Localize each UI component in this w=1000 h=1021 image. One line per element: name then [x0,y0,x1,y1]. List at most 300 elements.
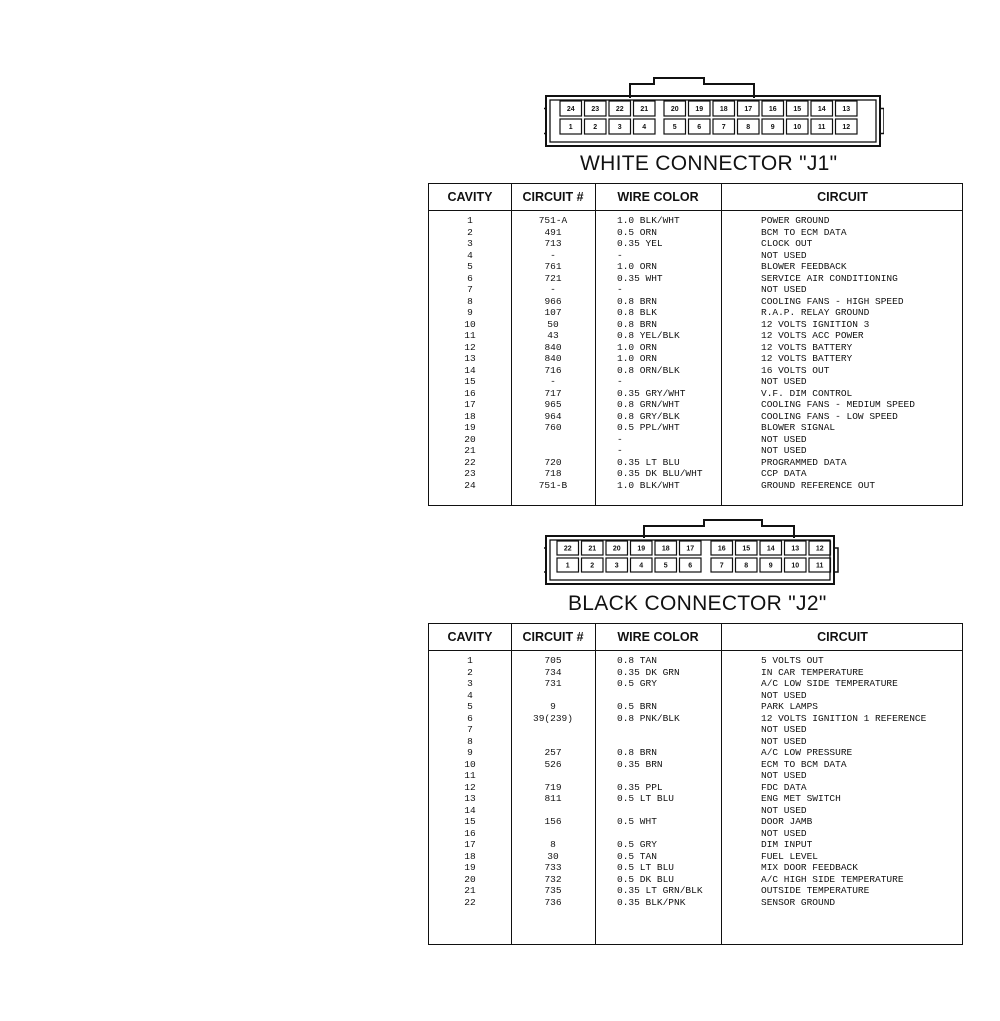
j1-cavity-15 [787,101,809,116]
j2-wire-color-cell: 0.35 LT GRN/BLK [617,885,703,896]
j2-connector-diagram [544,518,844,588]
j2-cavity-cell: 17 [464,839,476,850]
svg-text:13: 13 [791,545,800,553]
j1-cavity-10 [787,119,809,134]
j1-cavity-22 [609,101,631,116]
svg-text:7: 7 [719,562,724,570]
j2-circuit-number-cell: 811 [544,793,562,804]
j1-wire-color-cell: 0.35 YEL [617,238,663,249]
svg-text:5: 5 [672,124,677,131]
svg-text:7: 7 [721,124,726,131]
j2-circuit-cell: PARK LAMPS [761,701,819,712]
svg-text:14: 14 [766,545,775,553]
j1-circuit-cell: NOT USED [761,445,807,456]
j1-cavity-cell: 6 [467,272,473,284]
j1-cavity-cell: 3 [467,238,473,249]
j1-circuit-number-cell: 713 [544,238,562,249]
j1-wire-color-cell: 1.0 BLK/WHT [617,479,680,491]
j2-circuit-cell: FUEL LEVEL [761,850,819,862]
svg-text:10: 10 [793,124,802,131]
j2-circuit-number-cell: 719 [544,781,562,793]
j2-circuit-number-cell: 733 [544,862,562,873]
j2-circuit-cell: IN CAR TEMPERATURE [761,666,864,678]
j2-circuit-cell: A/C LOW SIDE TEMPERATURE [761,678,898,689]
j1-cavity-8 [738,119,760,134]
j1-cavity-2 [585,119,607,134]
j2-circuit-cell: DOOR JAMB [761,816,813,827]
j2-table-row [429,690,962,702]
svg-text:11: 11 [816,562,824,570]
j2-circuit-number-cell: 736 [544,896,562,908]
j1-circuit-number-cell: 491 [544,226,562,238]
svg-text:12: 12 [842,124,851,131]
j1-cavity-3 [609,119,631,134]
j2-circuit-cell: MIX DOOR FEEDBACK [761,862,858,873]
j2-circuit-cell: FDC DATA [761,781,807,793]
j2-cavity-14 [760,541,782,555]
j1-circuit-cell: GROUND REFERENCE OUT [761,479,876,491]
j2-cavity-cell: 3 [467,678,473,689]
j1-circuit-cell: NOT USED [761,433,807,445]
j2-cavity-22 [557,541,579,555]
j2-table-row [429,816,962,828]
j1-circuit-cell: SERVICE AIR CONDITIONING [761,272,898,284]
j2-circuit-cell: 12 VOLTS IGNITION 1 REFERENCE [761,712,927,724]
j2-circuit-number-cell: 8 [550,839,556,850]
j2-table-row [429,839,962,851]
j1-cavity-cell: 7 [467,284,473,295]
svg-text:18: 18 [719,106,728,113]
svg-text:11: 11 [818,124,826,131]
svg-text:2: 2 [593,124,598,131]
j1-circuit-cell: POWER GROUND [761,215,830,226]
j2-wire-color-cell: 0.35 BRN [617,758,663,770]
j2-circuit-cell: DIM INPUT [761,839,813,850]
j2-circuit-cell: NOT USED [761,724,807,735]
svg-text:9: 9 [768,562,773,570]
j1-circuit-number-cell: 966 [544,295,562,307]
j1-circuit-cell: NOT USED [761,376,807,387]
j1-circuit-cell: V.F. DIM CONTROL [761,387,853,399]
j2-cavity-cell: 14 [464,804,476,816]
j2-cavity-cell: 18 [464,850,476,862]
j1-title: WHITE CONNECTOR "J1" [580,152,838,175]
j1-table-row [429,399,962,411]
j1-cavity-cell: 16 [464,387,476,399]
j1-circuit-number-cell: 761 [544,261,562,272]
svg-text:17: 17 [686,545,695,553]
j1-pinout-table [428,183,963,506]
j1-circuit-cell: CCP DATA [761,468,807,479]
j1-cavity-20 [664,101,686,116]
j1-header-circuit: CIRCUIT [817,190,868,204]
j1-cavity-cell: 23 [464,468,476,479]
j1-table-row [429,215,962,227]
j2-table-row [429,828,962,840]
j1-cavity-cell: 11 [464,330,476,341]
j1-circuit-cell: 12 VOLTS IGNITION 3 [761,318,870,330]
svg-text:4: 4 [639,562,644,570]
j2-wire-color-cell: 0.5 WHT [617,816,657,827]
j1-wire-color-cell: 0.8 BRN [617,318,657,330]
j1-connector-diagram [544,74,884,150]
j1-circuit-number-cell: 50 [547,318,559,330]
svg-text:14: 14 [817,106,826,113]
j2-table-row [429,770,962,782]
j1-circuit-number-cell: 965 [544,399,562,410]
j1-cavity-cell: 21 [464,445,476,456]
j2-cavity-21 [582,541,604,555]
j1-cavity-cell: 13 [464,353,476,364]
j2-circuit-number-cell: 9 [550,701,556,712]
j1-circuit-cell: 12 VOLTS ACC POWER [761,330,864,341]
j2-table-row [429,885,962,897]
j2-circuit-number-cell: 732 [544,873,562,885]
j2-circuit-number-cell: 257 [544,747,562,758]
j2-header-circuit-number: CIRCUIT # [522,630,584,644]
j2-circuit-cell: ECM TO BCM DATA [761,758,847,770]
j1-cavity-cell: 15 [464,376,476,387]
j1-circuit-cell: BLOWER SIGNAL [761,422,836,433]
j2-cavity-20 [606,541,628,555]
j2-table-row [429,805,962,817]
j1-circuit-number-cell: 43 [547,330,559,341]
j2-table-row [429,782,962,794]
svg-text:21: 21 [588,545,597,553]
j1-circuit-cell: COOLING FANS - MEDIUM SPEED [761,399,915,410]
j1-table-row [429,307,962,319]
j1-circuit-cell: BLOWER FEEDBACK [761,261,847,272]
j1-table-row [429,273,962,285]
j2-circuit-cell: 5 VOLTS OUT [761,655,824,666]
j2-connector-face [544,518,844,588]
j2-table-row [429,701,962,713]
j1-cavity-cell: 24 [464,479,476,491]
j1-wire-color-cell: 0.8 GRN/WHT [617,399,680,410]
j2-table-row [429,736,962,748]
svg-text:22: 22 [563,545,572,553]
svg-text:9: 9 [770,124,775,131]
j2-header-cavity: CAVITY [447,630,493,644]
svg-text:23: 23 [591,106,600,113]
j2-cavity-7 [711,558,733,572]
j2-circuit-cell: OUTSIDE TEMPERATURE [761,885,870,896]
j1-wire-color-cell: 0.8 YEL/BLK [617,330,680,341]
j2-circuit-number-cell: 526 [544,758,562,770]
j2-circuit-cell: NOT USED [761,735,807,747]
j1-cavity-cell: 5 [467,261,473,272]
j2-cavity-cell: 8 [467,735,473,747]
j1-cavity-24 [560,101,582,116]
j2-table-row [429,667,962,679]
j2-wire-color-cell: 0.35 PPL [617,781,663,793]
j1-cavity-19 [689,101,711,116]
j1-circuit-number-cell: - [550,284,556,295]
j2-cavity-3 [606,558,628,572]
j1-cavity-17 [738,101,760,116]
j1-cavity-cell: 14 [464,364,476,376]
j1-cavity-cell: 12 [464,341,476,353]
j1-header-circuit-number: CIRCUIT # [522,190,584,204]
j1-cavity-cell: 10 [464,318,476,330]
j1-wire-color-cell: 0.35 WHT [617,272,663,284]
svg-text:15: 15 [742,545,751,553]
j2-cavity-cell: 20 [464,873,476,885]
j2-circuit-number-cell: 735 [544,885,562,896]
j2-circuit-cell: NOT USED [761,689,807,701]
j2-table-row [429,747,962,759]
j2-circuit-number-cell: 731 [544,678,562,689]
j1-cavity-cell: 8 [467,295,473,307]
j1-wire-color-cell: 0.35 LT BLU [617,456,680,468]
j1-cavity-9 [762,119,784,134]
j2-table-row [429,851,962,863]
j1-table-row [429,457,962,469]
j2-cavity-16 [711,541,733,555]
j1-table-row [429,250,962,262]
j1-cavity-7 [713,119,735,134]
j2-cavity-15 [736,541,758,555]
j1-circuit-cell: PROGRAMMED DATA [761,456,847,468]
j1-header-cavity: CAVITY [447,190,493,204]
j1-cavity-13 [836,101,858,116]
j2-cavity-6 [680,558,702,572]
j1-table-row [429,319,962,331]
svg-text:20: 20 [612,545,621,553]
j1-circuit-number-cell: 760 [544,422,562,433]
j1-wire-color-cell: - [617,284,623,295]
svg-text:1: 1 [565,562,570,570]
j1-cavity-11 [811,119,833,134]
j1-wire-color-cell: 0.8 BLK [617,307,657,318]
j2-table-row [429,655,962,667]
j2-circuit-cell: NOT USED [761,770,807,781]
j2-cavity-18 [655,541,677,555]
j1-cavity-1 [560,119,582,134]
j1-cavity-14 [811,101,833,116]
j2-wire-color-cell: 0.5 LT BLU [617,862,675,873]
j1-circuit-cell: NOT USED [761,249,807,261]
j2-cavity-cell: 15 [464,816,476,827]
svg-text:3: 3 [617,124,622,131]
svg-text:5: 5 [663,562,668,570]
j1-wire-color-cell: - [617,249,623,261]
j1-cavity-4 [634,119,656,134]
j1-table-row [429,376,962,388]
j2-table-row [429,678,962,690]
j1-table-row [429,284,962,296]
j1-cavity-cell: 17 [464,399,476,410]
j1-cavity-23 [585,101,607,116]
j1-circuit-number-cell: 721 [544,272,562,284]
j1-table-row [429,388,962,400]
j1-cavity-6 [689,119,711,134]
j1-cavity-21 [634,101,656,116]
svg-text:21: 21 [640,106,649,113]
j2-cavity-17 [680,541,702,555]
j2-circuit-number-cell: 734 [544,666,562,678]
j1-table-row [429,353,962,365]
j1-cavity-cell: 9 [467,307,473,318]
j2-wire-color-cell: 0.5 GRY [617,839,657,850]
svg-text:16: 16 [717,545,726,553]
j2-table-row [429,713,962,725]
j2-table-row [429,862,962,874]
j2-header-circuit: CIRCUIT [817,630,868,644]
j2-wire-color-cell: 0.5 BRN [617,701,657,712]
svg-text:16: 16 [768,106,777,113]
j1-circuit-number-cell: - [550,249,556,261]
j2-cavity-cell: 4 [467,689,473,701]
j1-circuit-cell: COOLING FANS - HIGH SPEED [761,295,904,307]
svg-text:12: 12 [815,545,824,553]
j2-wire-color-cell: 0.35 DK GRN [617,666,680,678]
j1-wire-color-cell: 1.0 ORN [617,261,657,272]
j1-table-row [429,480,962,492]
j2-cavity-cell: 9 [467,747,473,758]
j2-cavity-19 [631,541,653,555]
j2-cavity-cell: 11 [464,770,476,781]
j1-cavity-cell: 20 [464,433,476,445]
j1-circuit-number-cell: 840 [544,341,562,353]
j1-wire-color-cell: - [617,445,623,456]
j1-cavity-cell: 18 [464,410,476,422]
j2-header-wire-color: WIRE COLOR [617,630,699,644]
j2-circuit-cell: NOT USED [761,804,807,816]
j2-cavity-8 [736,558,758,572]
j1-wire-color-cell: 0.8 GRY/BLK [617,410,680,422]
j2-table-row [429,759,962,771]
j2-cavity-4 [631,558,653,572]
j1-wire-color-cell: - [617,433,623,445]
j2-pinout-table [428,623,963,945]
svg-text:20: 20 [670,106,679,113]
j2-cavity-cell: 1 [467,655,473,666]
j1-cavity-16 [762,101,784,116]
j2-circuit-cell: A/C LOW PRESSURE [761,747,853,758]
j2-circuit-number-cell: 705 [544,655,562,666]
j2-cavity-13 [785,541,807,555]
j2-cavity-10 [785,558,807,572]
j2-title: BLACK CONNECTOR "J2" [568,592,827,615]
j2-cavity-2 [582,558,604,572]
j2-cavity-cell: 22 [464,896,476,908]
j1-wire-color-cell: 1.0 BLK/WHT [617,215,680,226]
j1-circuit-cell: 12 VOLTS BATTERY [761,341,853,353]
j1-table-row [429,330,962,342]
j1-table-row [429,434,962,446]
j2-cavity-5 [655,558,677,572]
j1-circuit-number-cell: 720 [544,456,562,468]
j1-circuit-cell: BCM TO ECM DATA [761,226,847,238]
j1-cavity-cell: 22 [464,456,476,468]
j2-circuit-cell: ENG MET SWITCH [761,793,841,804]
j1-cavity-cell: 2 [467,226,473,238]
j2-wire-color-cell: 0.8 BRN [617,747,657,758]
j1-wire-color-cell: 0.8 BRN [617,295,657,307]
j1-wire-color-cell: 0.35 GRY/WHT [617,387,686,399]
svg-text:4: 4 [642,124,647,131]
j1-circuit-number-cell: 716 [544,364,562,376]
j1-wire-color-cell: 0.5 ORN [617,226,657,238]
svg-text:8: 8 [746,124,751,131]
j2-table-row [429,897,962,909]
j1-circuit-cell: NOT USED [761,284,807,295]
svg-text:13: 13 [842,106,851,113]
svg-text:8: 8 [744,562,749,570]
j1-table-row [429,411,962,423]
j1-circuit-cell: COOLING FANS - LOW SPEED [761,410,898,422]
svg-text:19: 19 [637,545,646,553]
j2-cavity-cell: 12 [464,781,476,793]
j2-cavity-cell: 16 [464,827,476,839]
j1-wire-color-cell: 1.0 ORN [617,353,657,364]
j2-cavity-cell: 13 [464,793,476,804]
j1-circuit-number-cell: 107 [544,307,562,318]
svg-text:1: 1 [568,124,573,131]
j1-table-row [429,422,962,434]
j2-wire-color-cell: 0.5 LT BLU [617,793,675,804]
j1-wire-color-cell: 0.35 DK BLU/WHT [617,468,703,479]
j1-cavity-12 [836,119,858,134]
j2-circuit-cell: NOT USED [761,827,807,839]
svg-text:6: 6 [697,124,702,131]
svg-text:17: 17 [744,106,753,113]
svg-text:19: 19 [695,106,704,113]
svg-text:2: 2 [590,562,595,570]
j1-circuit-number-cell: 718 [544,468,562,479]
svg-text:18: 18 [661,545,670,553]
j1-table-row [429,445,962,457]
j1-table-row [429,468,962,480]
j1-header-wire-color: WIRE COLOR [617,190,699,204]
j2-cavity-cell: 7 [467,724,473,735]
j2-table-row [429,793,962,805]
j1-wire-color-cell: 1.0 ORN [617,341,657,353]
j1-circuit-number-cell: - [550,376,556,387]
j1-cavity-cell: 19 [464,422,476,433]
svg-text:24: 24 [566,106,575,113]
j1-cavity-cell: 1 [467,215,473,226]
svg-text:22: 22 [615,106,624,113]
j2-wire-color-cell: 0.8 TAN [617,655,657,666]
j1-cavity-5 [664,119,686,134]
j1-table-row [429,261,962,273]
j2-wire-color-cell: 0.5 GRY [617,678,657,689]
j2-cavity-9 [760,558,782,572]
j2-circuit-cell: SENSOR GROUND [761,896,836,908]
j2-cavity-1 [557,558,579,572]
svg-text:3: 3 [614,562,619,570]
j2-cavity-cell: 2 [467,666,473,678]
j2-circuit-number-cell: 156 [544,816,562,827]
j2-cavity-11 [809,558,831,572]
svg-text:15: 15 [793,106,802,113]
j1-wire-color-cell: 0.8 ORN/BLK [617,364,680,376]
j2-circuit-cell: A/C HIGH SIDE TEMPERATURE [761,873,904,885]
j1-table-row [429,342,962,354]
j2-wire-color-cell: 0.35 BLK/PNK [617,896,686,908]
j1-table-row [429,238,962,250]
j1-connector-face [544,74,884,150]
j2-wire-color-cell: 0.5 TAN [617,850,657,862]
j1-circuit-number-cell: 751-A [538,215,568,226]
j1-table-row [429,365,962,377]
j1-circuit-number-cell: 717 [544,387,562,399]
j1-cavity-18 [713,101,735,116]
j1-circuit-number-cell: 964 [544,410,562,422]
j1-wire-color-cell: - [617,376,623,387]
